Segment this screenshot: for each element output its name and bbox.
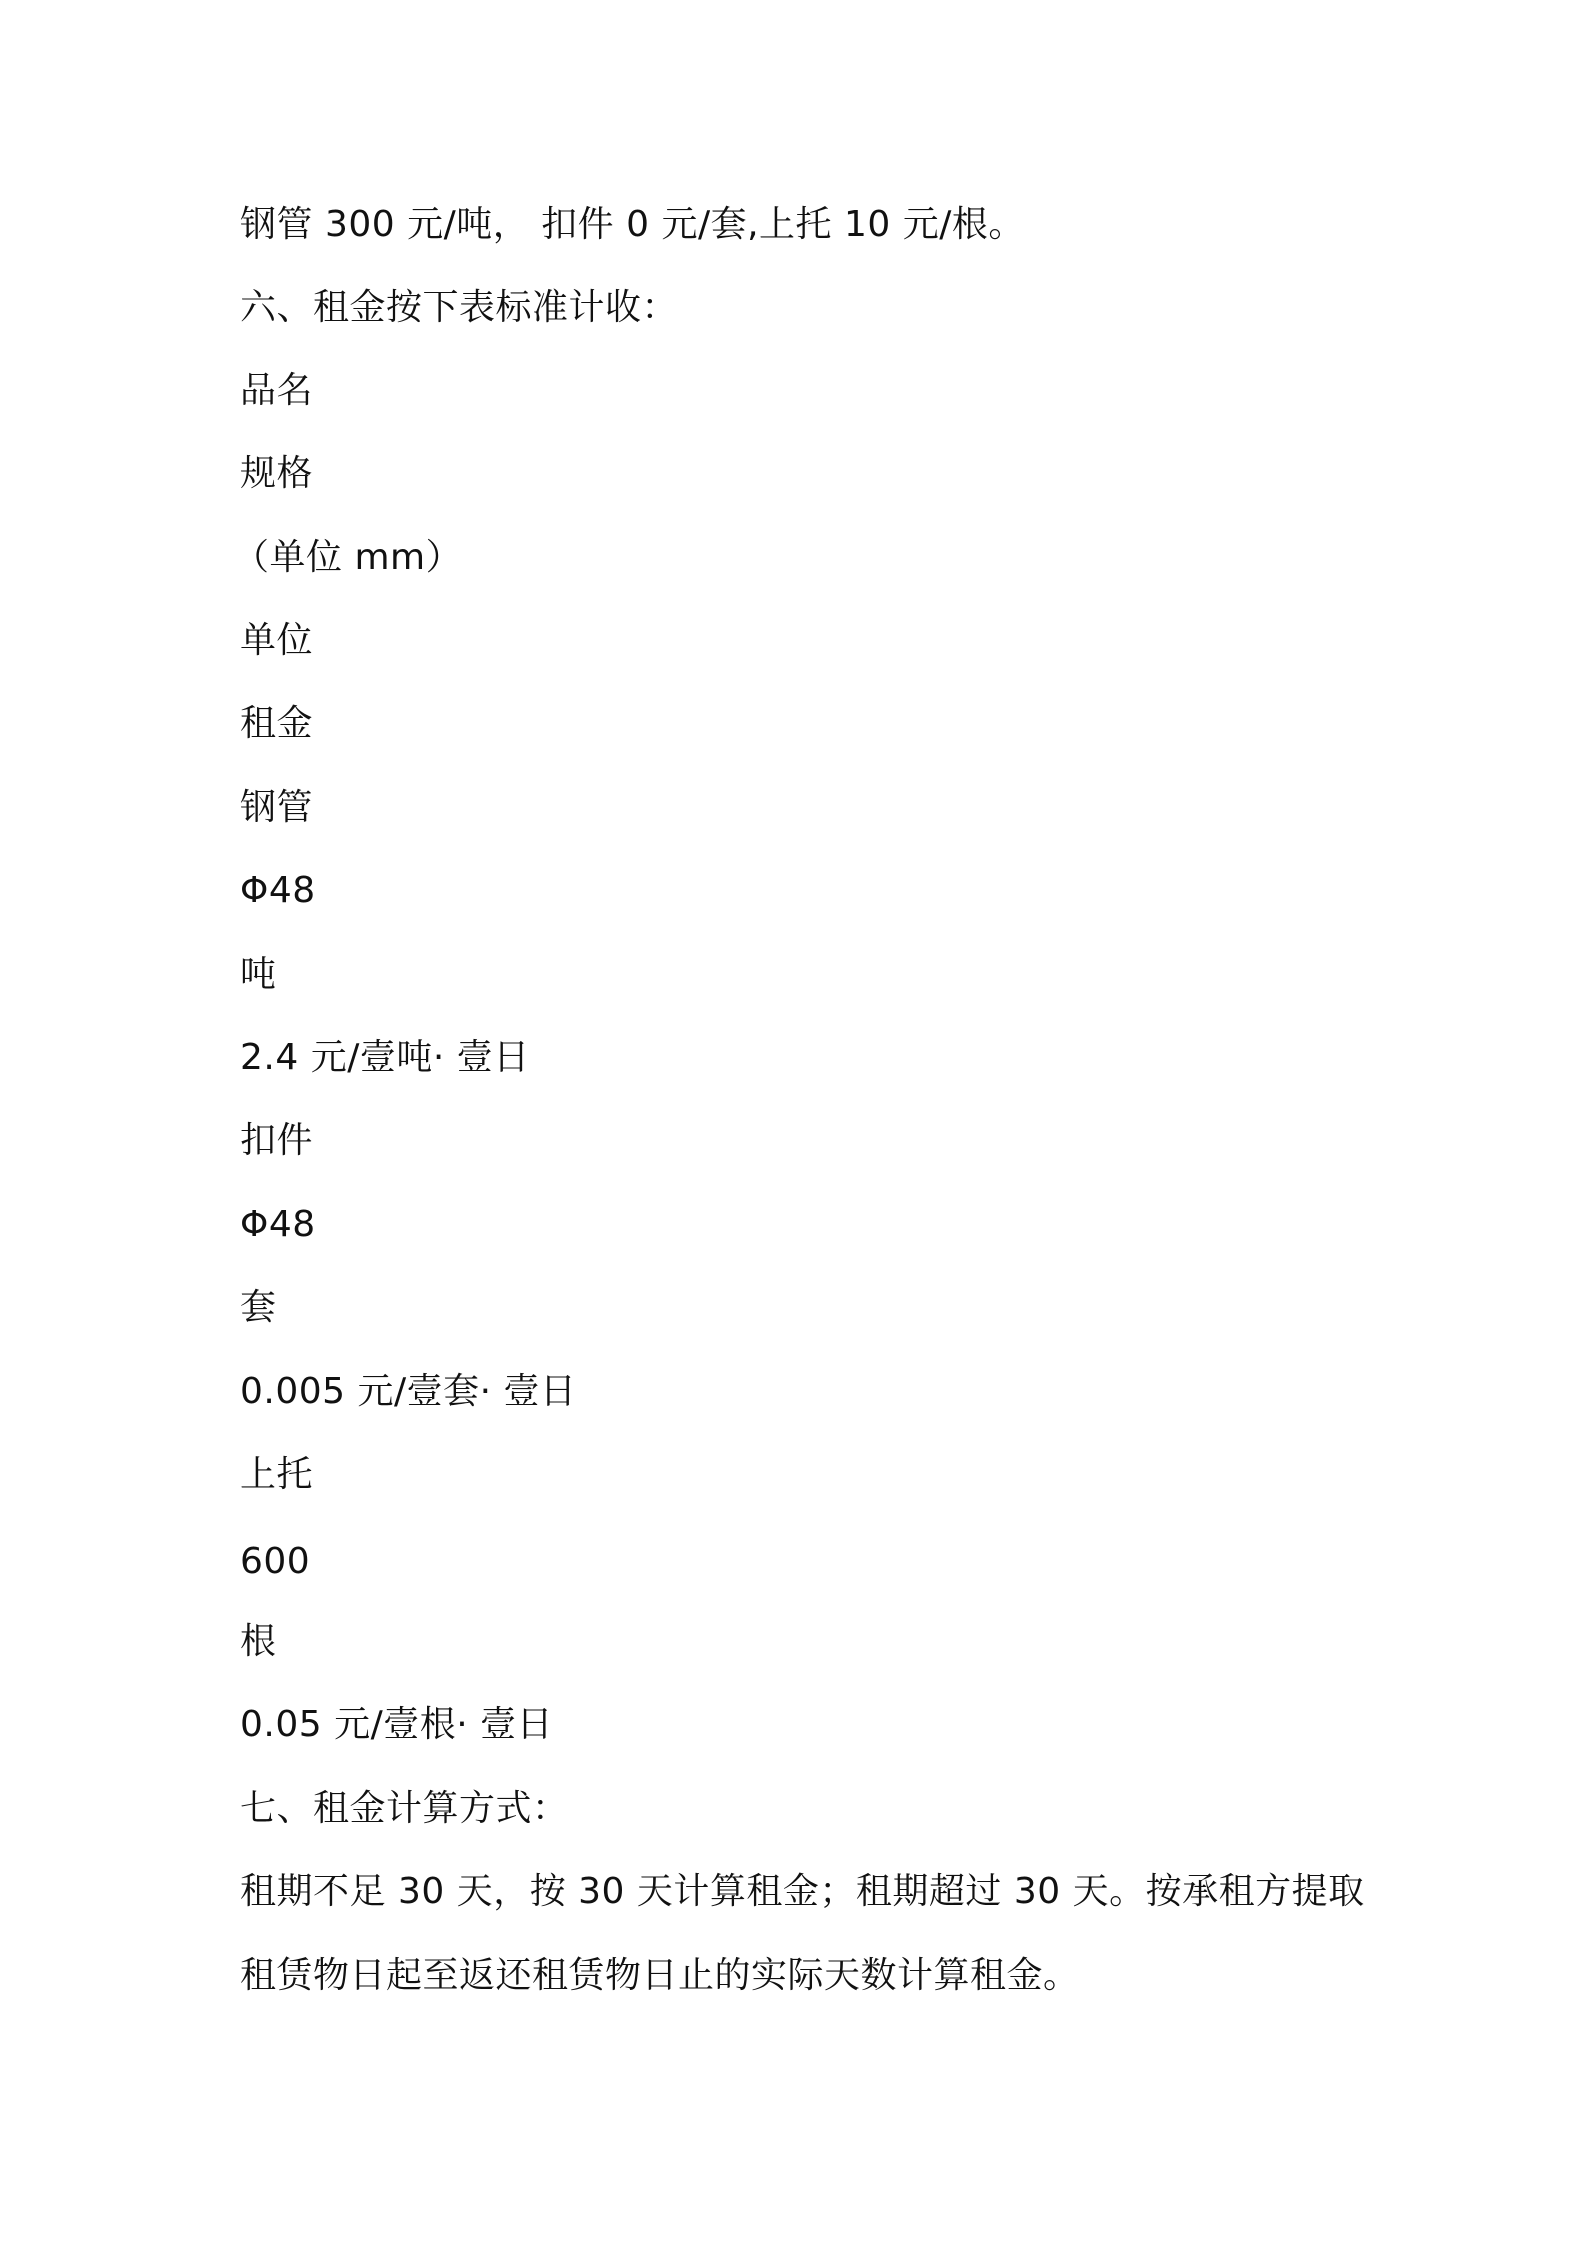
row-top-support-spec: 600: [240, 1541, 311, 1582]
table-header-spec: 规格: [240, 453, 314, 494]
row-steel-pipe-name: 钢管: [240, 787, 314, 828]
row-steel-pipe-unit: 吨: [240, 954, 277, 995]
rent-calculation-paragraph-line-1: 租期不足 30 天，按 30 天计算租金；租期超过 30 天。按承租方提取: [240, 1871, 1365, 1912]
row-steel-pipe-rent: 2.4 元/壹吨· 壹日: [240, 1037, 530, 1078]
rent-calculation-paragraph-line-2: 租赁物日起至返还租赁物日止的实际天数计算租金。: [240, 1955, 1080, 1996]
row-top-support-rent: 0.05 元/壹根· 壹日: [240, 1704, 554, 1745]
table-header-rent: 租金: [240, 703, 314, 744]
row-fastener-name: 扣件: [240, 1120, 314, 1161]
row-fastener-spec: Φ48: [240, 1204, 316, 1245]
table-header-unit: 单位: [240, 620, 314, 661]
table-header-item-name: 品名: [240, 370, 314, 411]
section-seven-heading: 七、租金计算方式：: [240, 1788, 569, 1829]
row-top-support-name: 上托: [240, 1454, 314, 1495]
section-six-heading: 六、租金按下表标准计收：: [240, 287, 679, 328]
row-top-support-unit: 根: [240, 1621, 277, 1662]
table-header-spec-unit: （单位 mm）: [233, 537, 463, 578]
deposit-prices-line: 钢管 300 元/吨， 扣件 0 元/套,上托 10 元/根。: [240, 204, 1025, 245]
row-steel-pipe-spec: Φ48: [240, 870, 316, 911]
row-fastener-rent: 0.005 元/壹套· 壹日: [240, 1371, 577, 1412]
row-fastener-unit: 套: [240, 1287, 277, 1328]
